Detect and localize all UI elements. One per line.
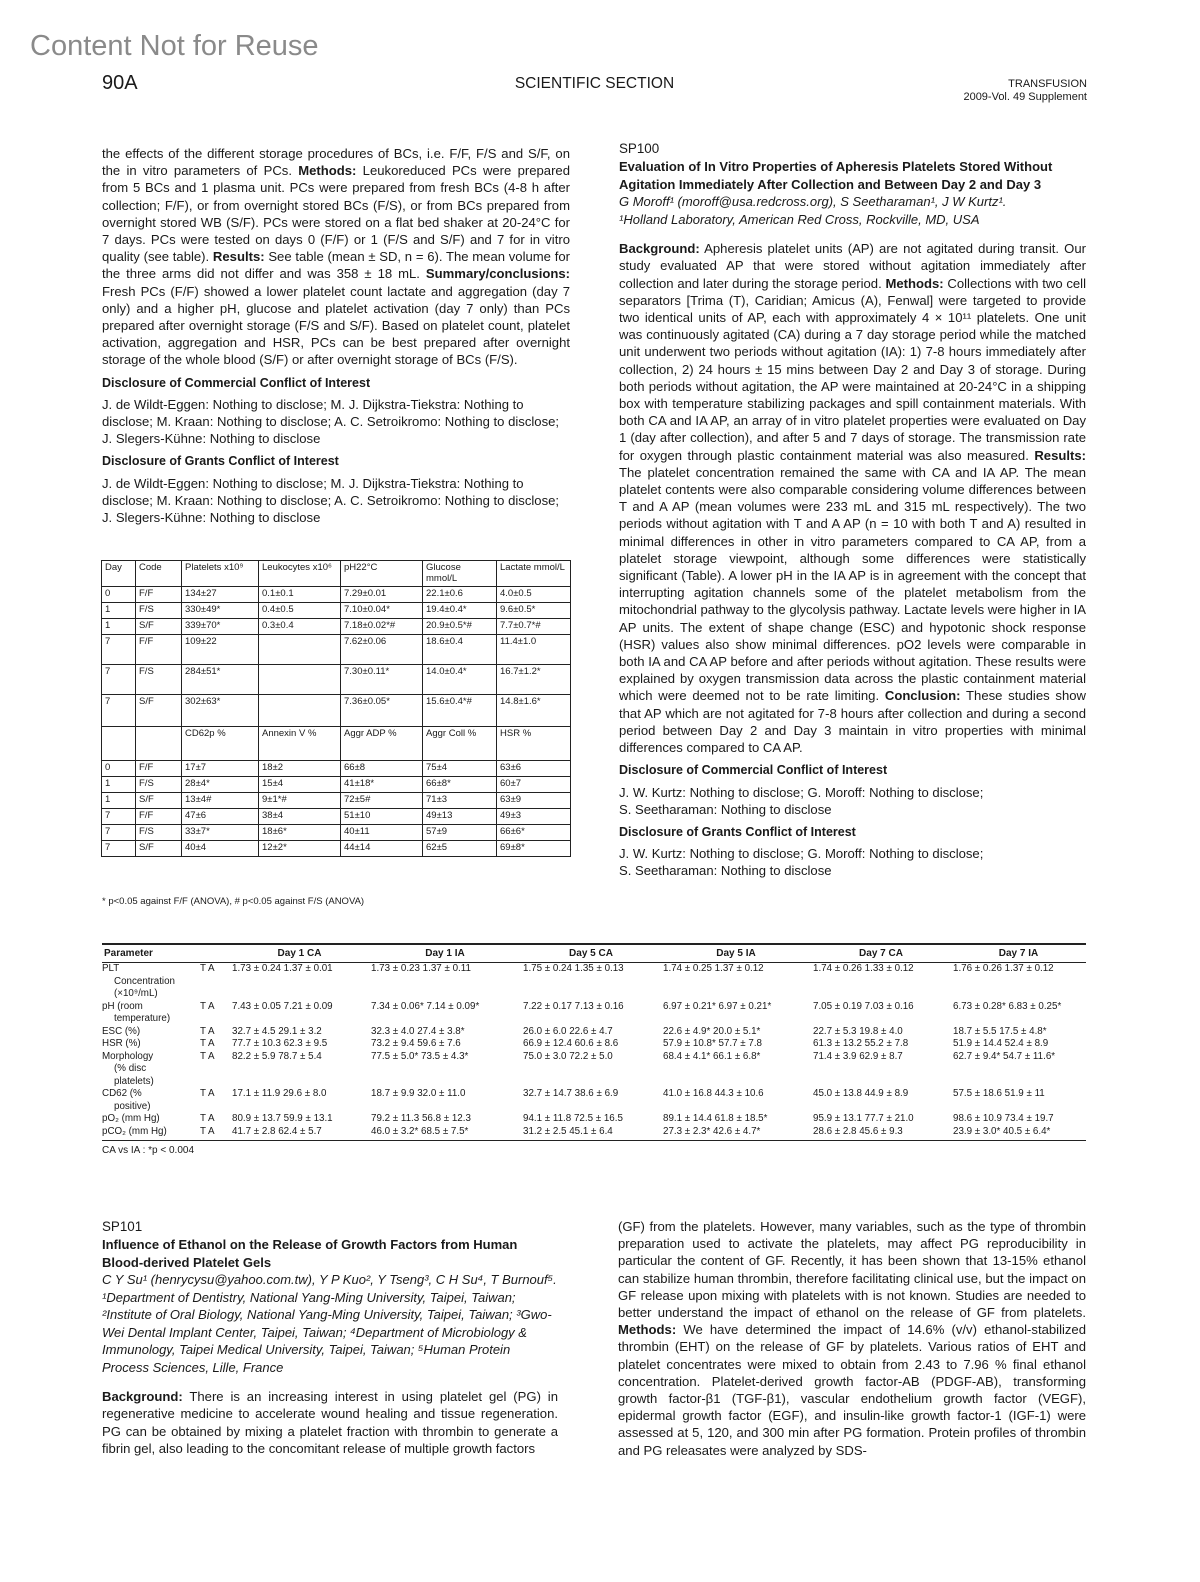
table-cell: 12±2* [259, 841, 341, 857]
methods-text: Leukoreduced PCs were prepared from 5 BCs and 1 plasma unit. PCs were prepared from fresh BCs (4-8 h after collection; F/F), or from overnight stored BCs (F/S), or from BCs prepared from overnight stored WB (S/F). PCs were stored on a flat bed shaker at 20-24°C for 7 days. PCs were tested on days 0 (F/F) or 1 (F/S and S/F) and 7 for in vitro quality (see table). [102, 163, 570, 265]
table-cell: 7 [102, 635, 136, 665]
results-text: See table (mean ± SD, n = 6). The mean volume for the three arms did not differ and was 358 ± 18 mL. [102, 249, 570, 282]
abstract-affiliation: ¹Holland Laboratory, American Red Cross, Rockville, MD, USA [619, 211, 980, 227]
value-cell: 82.2 ± 5.9 78.7 ± 5.4 [232, 1050, 322, 1062]
table-cell: S/F [136, 695, 182, 727]
table-cell: 1 [102, 603, 136, 619]
watermark: Content Not for Reuse [30, 30, 319, 62]
table-row [102, 1126, 1086, 1141]
table-row [102, 761, 571, 777]
value-cell: 89.1 ± 14.4 61.8 ± 18.5* [663, 1113, 768, 1124]
parameter-label: Concentration [114, 975, 175, 987]
value-cell: 26.0 ± 6.0 22.6 ± 4.7 [523, 1025, 613, 1037]
table-row [102, 793, 571, 809]
value-cell: 28.6 ± 2.8 45.6 ± 9.3 [811, 1126, 951, 1141]
separator-code-cell: T A [200, 1050, 215, 1062]
table-cell: 7 [102, 841, 136, 857]
table-row [102, 1026, 1086, 1039]
table-cell: 44±14 [341, 841, 423, 857]
value-cell: 17.1 ± 11.9 29.6 ± 8.0 [232, 1088, 327, 1099]
table-header-cell: HSR % [497, 727, 571, 761]
table-header-cell [198, 944, 230, 963]
parameter-label: CD62 (% [102, 1088, 142, 1099]
table-cell: 7.30±0.11* [341, 665, 423, 695]
commercial-disclosure-heading: Disclosure of Commercial Conflict of Interest [102, 375, 371, 390]
summary-text: Fresh PCs (F/F) showed a lower platelet count lactate and aggregation (day 7 only) and a higher pH, glucose and platelet activation (day 7 only) than PCs prepared after overnight storage (F/S and S/F). Based on platelet count, platelet activation, aggregation and HSR, PCs can be best prepared after overnight storage of the whole blood (S/F) or after overnight storage of BCs (F/S). [102, 283, 570, 368]
value-cell: 57.9 ± 10.8* 57.7 ± 7.8 [663, 1038, 762, 1049]
abstract-sp100 [619, 140, 1086, 884]
table-cell: F/F [136, 761, 182, 777]
separator-code-cell: T A [198, 1126, 230, 1141]
parameter-label: Morphology [102, 1050, 154, 1062]
table-cell: 15±4 [259, 777, 341, 793]
table2-footnote: CA vs IA : *p < 0.004 [102, 1145, 195, 1156]
value-cell: 62.7 ± 9.4* 54.7 ± 11.6* [953, 1050, 1056, 1062]
table-cell: 330±49* [182, 603, 259, 619]
table-cell: 1 [102, 619, 136, 635]
value-cell: 46.0 ± 3.2* 68.5 ± 7.5* [369, 1126, 521, 1141]
table-cell: F/S [136, 825, 182, 841]
results-label: Results: [1034, 447, 1086, 463]
table-row [102, 777, 571, 793]
table-cell: S/F [136, 619, 182, 635]
table-cell: 15.6±0.4*# [423, 695, 497, 727]
value-cell: 18.7 ± 5.5 17.5 ± 4.8* [953, 1025, 1047, 1037]
table-header-cell: Day 5 IA [661, 944, 811, 963]
value-cell: 6.73 ± 0.28* 6.83 ± 0.25* [953, 1000, 1062, 1012]
table-agitation-results [102, 943, 1086, 1156]
table-cell: 7.18±0.02*# [341, 619, 423, 635]
table-header-cell: Day 5 CA [521, 944, 661, 963]
background-text: There is an increasing interest in using platelet gel (PG) in regenerative medicine to accelerate wound healing and tissue regeneration. PG can be obtained by mixing a platelet fraction with thrombin to generate a fibrin gel, also leading to the concomitant release of multiple growth factors [102, 1389, 558, 1456]
table-cell: 7.29±0.01 [341, 587, 423, 603]
table-cell: 18±2 [259, 761, 341, 777]
abstract-sp101-continued [618, 1218, 1086, 1459]
abstract-body-continued [618, 1218, 1086, 1459]
table-row [102, 1038, 1086, 1051]
table-storage-results [101, 560, 571, 857]
value-cell: 1.73 ± 0.23 1.37 ± 0.11 [371, 963, 471, 974]
table-header-cell: Parameter [102, 944, 198, 963]
table-cell: 11.4±1.0 [497, 635, 571, 665]
table-header-cell: Aggr Coll % [423, 727, 497, 761]
table-header-cell: Day 7 IA [951, 944, 1086, 963]
table-header-cell [102, 727, 136, 761]
table-cell: 1 [102, 793, 136, 809]
table-cell: 0.4±0.5 [259, 603, 341, 619]
table-header-cell: Lactate mmol/L [497, 561, 571, 587]
table-cell: 66±8 [341, 761, 423, 777]
table-header-row [102, 727, 571, 761]
parameter-cell [102, 1126, 198, 1141]
value-cell: 7.05 ± 0.19 7.03 ± 0.16 [813, 1000, 914, 1012]
page-number: 90A [102, 72, 138, 94]
table-cell: 16.7±1.2* [497, 665, 571, 695]
value-cell: 1.74 ± 0.26 1.33 ± 0.12 [813, 963, 914, 974]
value-cell: 61.3 ± 13.2 55.2 ± 7.8 [813, 1038, 909, 1049]
commercial-disclosure-heading: Disclosure of Commercial Conflict of Interest [619, 763, 888, 778]
table-header-cell: Aggr ADP % [341, 727, 423, 761]
table-cell: 60±7 [497, 777, 571, 793]
value-cell: 31.2 ± 2.5 45.1 ± 6.4 [521, 1126, 661, 1141]
abstract-body [102, 1388, 558, 1457]
methods-label: Methods: [298, 163, 357, 179]
parameter-label: pH (room [102, 1000, 143, 1012]
table-cell: F/F [136, 587, 182, 603]
value-cell: 32.7 ± 14.7 38.6 ± 6.9 [523, 1088, 619, 1099]
table-cell: 1 [102, 777, 136, 793]
table-cell: 284±51* [182, 665, 259, 695]
separator-code-cell: T A [200, 963, 215, 974]
table-cell: 7.7±0.7*# [497, 619, 571, 635]
table-row [102, 1051, 1086, 1089]
grants-disclosure-text: J. de Wildt-Eggen: Nothing to disclose; M. J. Dijkstra-Tiekstra: Nothing to disclose; M. Kraan: Nothing to disclose; A. C. Setroikromo: Nothing to disclose; J. Slegers-Kühne: Nothing to disclose [102, 475, 560, 526]
table-header-cell: Day 7 CA [811, 944, 951, 963]
commercial-disclosure-line: S. Seetharaman: Nothing to disclose [619, 801, 832, 817]
value-cell: 80.9 ± 13.7 59.9 ± 13.1 [232, 1113, 333, 1124]
value-cell: 18.7 ± 9.9 32.0 ± 11.0 [371, 1088, 466, 1099]
section-title: SCIENTIFIC SECTION [514, 75, 675, 92]
value-cell: 77.5 ± 5.0* 73.5 ± 4.3* [371, 1050, 469, 1062]
table-cell: S/F [136, 841, 182, 857]
separator-code-cell: T A [200, 1113, 215, 1124]
summary-label: Summary/conclusions: [425, 266, 570, 282]
parameter-cell [102, 1001, 198, 1026]
value-cell: 75.0 ± 3.0 72.2 ± 5.0 [523, 1050, 613, 1062]
table-cell: 109±22 [182, 635, 259, 665]
table-cell: 7 [102, 665, 136, 695]
parameter-cell [102, 1026, 198, 1039]
value-cell: 22.7 ± 5.3 19.8 ± 4.0 [813, 1025, 903, 1037]
table-header-cell: Day [102, 561, 136, 587]
table-cell: 14.8±1.6* [497, 695, 571, 727]
value-cell: 6.97 ± 0.21* 6.97 ± 0.21* [663, 1000, 772, 1012]
table-cell: 7 [102, 695, 136, 727]
parameter-label: (×10⁹/mL) [114, 988, 158, 999]
parameter-label: PLT [102, 963, 120, 974]
table-cell [259, 665, 341, 695]
separator-code-cell: T A [200, 1000, 215, 1012]
intro-text: the effects of the different storage procedures of BCs, i.e. F/F, F/S and S/F, on the in vitro parameters of PCs. [102, 146, 570, 179]
table-cell: 71±3 [423, 793, 497, 809]
abstract-body [619, 240, 1086, 756]
value-cell: 41.7 ± 2.8 62.4 ± 5.7 [230, 1126, 369, 1141]
value-cell: 77.7 ± 10.3 62.3 ± 9.5 [232, 1038, 328, 1049]
table-row [102, 1113, 1086, 1126]
background-text: Apheresis platelet units (AP) are not agitated during transit. Our study evaluated AP that were stored without agitation immediately after collection and later during the storage period. [619, 241, 1086, 291]
table-cell: 7 [102, 825, 136, 841]
table-cell: 7 [102, 809, 136, 825]
table-ca-ia [102, 943, 1086, 1141]
methods-text: We have determined the impact of 14.6% (v/v) ethanol-stabilized thrombin (EHT) on the release of GF by platelets. Various ratios of EHT and platelet concentrates were mixed to obtain from 2.43 to 7.96 % final ethanol concentration. Platelet-derived growth factor-AB (PDGF-AB), transforming growth factor-β1 (TGF-β1), vascular endothelium growth factor (VEGF), epidermal growth factor (EGF), and insulin-like growth factor-1 (IGF-1) were assessed at 5, 120, and 300 min after PG formation. Protein profiles of thrombin and PG releasates were analyzed by SDS- [618, 1322, 1086, 1458]
parameter-label: (% disc [114, 1063, 147, 1074]
table-header-cell: pH22°C [341, 561, 423, 587]
background-label: Background: [619, 241, 700, 257]
table-cell: 20.9±0.5*# [423, 619, 497, 635]
table-cell: 51±10 [341, 809, 423, 825]
left-column-text [102, 145, 570, 530]
table-row [102, 603, 571, 619]
table-cell: 63±9 [497, 793, 571, 809]
table-row [102, 963, 1086, 1001]
value-cell: 94.1 ± 11.8 72.5 ± 16.5 [523, 1113, 623, 1124]
value-cell: 23.9 ± 3.0* 40.5 ± 6.4* [951, 1126, 1086, 1141]
methods-label: Methods: [618, 1322, 677, 1338]
background-label: Background: [102, 1389, 183, 1405]
value-cell: 7.34 ± 0.06* 7.14 ± 0.09* [371, 1000, 480, 1012]
value-cell: 73.2 ± 9.4 59.6 ± 7.6 [371, 1038, 461, 1049]
value-cell: 32.3 ± 4.0 27.4 ± 3.8* [371, 1025, 465, 1037]
journal-info [963, 78, 1087, 104]
table-cell: 7.62±0.06 [341, 635, 423, 665]
value-cell: 7.43 ± 0.05 7.21 ± 0.09 [232, 1000, 333, 1012]
table-cell: 13±4# [182, 793, 259, 809]
table-header-cell [136, 727, 182, 761]
grants-disclosure-line: J. W. Kurtz: Nothing to disclose; G. Moroff: Nothing to disclose; [619, 846, 984, 862]
parameter-label: pO₂ (mm Hg) [102, 1113, 160, 1124]
value-cell: 71.4 ± 3.9 62.9 ± 8.7 [813, 1050, 903, 1062]
table-row [102, 1001, 1086, 1026]
separator-code-cell: T A [200, 1025, 215, 1037]
table-cell: F/S [136, 603, 182, 619]
table-row [102, 619, 571, 635]
table-row [102, 587, 571, 603]
results-label: Results: [212, 249, 265, 265]
separator-code-cell: T A [200, 1088, 215, 1099]
abstract-id: SP101 [102, 1219, 143, 1234]
table-header-row [102, 561, 571, 587]
methods-label: Methods: [885, 275, 944, 291]
table-cell: 72±5# [341, 793, 423, 809]
value-cell: 22.6 ± 4.9* 20.0 ± 5.1* [663, 1025, 761, 1037]
value-cell: 7.22 ± 0.17 7.13 ± 0.16 [523, 1000, 624, 1012]
abstract-title: Evaluation of In Vitro Properties of Apheresis Platelets Stored Without Agitation Immediately After Collection and Between Day 2 and Day 3 [619, 159, 1053, 192]
table-cell [259, 695, 341, 727]
table-cell: 18.6±0.4 [423, 635, 497, 665]
left-abstract-body [102, 145, 570, 369]
continued-text: (GF) from the platelets. However, many variables, such as the type of thrombin preparation used to activate the platelets, may affect PG reproducibility in particular the content of GF. Recently, it has been shown that 13-15% ethanol can stabilize human thrombin, therefore facilitating clinical use, but the impact on GF release upon mixing with platelets with is not known. Studies are needed to better understand the impact of ethanol on the release of GF from platelets. [618, 1219, 1086, 1321]
table-cell: 19.4±0.4* [423, 603, 497, 619]
value-cell: 27.3 ± 2.3* 42.6 ± 4.7* [661, 1126, 811, 1141]
value-cell: 1.75 ± 0.24 1.35 ± 0.13 [523, 963, 624, 974]
table-cell: 49±3 [497, 809, 571, 825]
table-cell: 339±70* [182, 619, 259, 635]
table-cell [259, 635, 341, 665]
conclusion-label: Conclusion: [884, 688, 961, 704]
table-cell: 41±18* [341, 777, 423, 793]
parameter-cell [102, 1113, 198, 1126]
value-cell: 95.9 ± 13.1 77.7 ± 21.0 [813, 1113, 914, 1124]
table-cell: 40±4 [182, 841, 259, 857]
value-cell: 1.73 ± 0.24 1.37 ± 0.01 [232, 963, 333, 974]
table-cell: 62±5 [423, 841, 497, 857]
parameter-label: pCO₂ (mm Hg) [102, 1125, 167, 1137]
grants-disclosure-heading: Disclosure of Grants Conflict of Interest [619, 824, 856, 839]
table-cell: F/F [136, 635, 182, 665]
value-cell: 45.0 ± 13.8 44.9 ± 8.9 [813, 1088, 909, 1099]
table-cell: F/F [136, 809, 182, 825]
table-cell: F/S [136, 665, 182, 695]
table-cell: 66±6* [497, 825, 571, 841]
value-cell: 68.4 ± 4.1* 66.1 ± 6.8* [663, 1050, 761, 1062]
table-header-cell: Annexin V % [259, 727, 341, 761]
table-row [102, 1088, 1086, 1113]
parameter-label: platelets) [114, 1075, 154, 1087]
table-cell: 18±6* [259, 825, 341, 841]
table-cell: 22.1±0.6 [423, 587, 497, 603]
table-cell: 7.10±0.04* [341, 603, 423, 619]
table-cell: 49±13 [423, 809, 497, 825]
value-cell: 57.5 ± 18.6 51.9 ± 11 [953, 1088, 1045, 1099]
table-cell: 33±7* [182, 825, 259, 841]
table-cell: 69±8* [497, 841, 571, 857]
parameter-cell [102, 1038, 198, 1051]
table-cell: 47±6 [182, 809, 259, 825]
table-cell: 0.1±0.1 [259, 587, 341, 603]
table-header-cell: Code [136, 561, 182, 587]
table-cell: 0.3±0.4 [259, 619, 341, 635]
table-cell: 134±27 [182, 587, 259, 603]
parameter-cell [102, 1051, 198, 1089]
table-cell: 40±11 [341, 825, 423, 841]
parameter-label: positive) [114, 1100, 151, 1112]
value-cell: 1.74 ± 0.25 1.37 ± 0.12 [663, 963, 764, 974]
table-cell: 66±8* [423, 777, 497, 793]
value-cell: 41.0 ± 16.8 44.3 ± 10.6 [663, 1088, 764, 1099]
table-header-cell: Platelets x10⁹ [182, 561, 259, 587]
table-cell: 4.0±0.5 [497, 587, 571, 603]
grants-disclosure-line: S. Seetharaman: Nothing to disclose [619, 863, 832, 879]
commercial-disclosure-line: J. W. Kurtz: Nothing to disclose; G. Moroff: Nothing to disclose; [619, 784, 984, 800]
grants-disclosure-heading: Disclosure of Grants Conflict of Interest [102, 454, 339, 469]
table-cell: 14.0±0.4* [423, 665, 497, 695]
journal-volume: 2009-Vol. 49 Supplement [963, 91, 1087, 103]
table-cell: 38±4 [259, 809, 341, 825]
abstract-id: SP100 [619, 141, 660, 156]
table-cell: S/F [136, 793, 182, 809]
table-cell: 9.6±0.5* [497, 603, 571, 619]
commercial-disclosure-text: J. de Wildt-Eggen: Nothing to disclose; M. J. Dijkstra-Tiekstra: Nothing to disclose; M. Kraan: Nothing to disclose; A. C. Setroikromo: Nothing to disclose; J. Slegers-Kühne: Nothing to disclose [102, 396, 560, 447]
table-cell: 63±6 [497, 761, 571, 777]
abstract-title: Influence of Ethanol on the Release of Growth Factors from Human Blood-derived Platelet Gels [102, 1237, 518, 1270]
table1-footnote: * p<0.05 against F/F (ANOVA), # p<0.05 against F/S (ANOVA) [102, 896, 365, 907]
table-cell: 28±4* [182, 777, 259, 793]
separator-code-cell: T A [200, 1038, 215, 1049]
table-cell: 7.36±0.05* [341, 695, 423, 727]
table-header-cell: Leukocytes x10⁶ [259, 561, 341, 587]
table-cell: 75±4 [423, 761, 497, 777]
table-row [102, 665, 571, 695]
abstract-authors: G Moroff¹ (moroff@usa.redcross.org), S Seetharaman¹, J W Kurtz¹. [619, 194, 1007, 210]
table-row [102, 809, 571, 825]
table-cell: 0 [102, 761, 136, 777]
value-cell: 98.6 ± 10.9 73.4 ± 19.7 [953, 1113, 1054, 1124]
table-cell: 17±7 [182, 761, 259, 777]
table-cell: 302±63* [182, 695, 259, 727]
value-cell: 51.9 ± 14.4 52.4 ± 8.9 [953, 1038, 1049, 1049]
abstract-sp101 [102, 1218, 558, 1457]
table-header-cell: Day 1 CA [230, 944, 369, 963]
parameter-label: ESC (%) [102, 1025, 141, 1037]
value-cell: 79.2 ± 11.3 56.8 ± 12.3 [371, 1113, 471, 1124]
parameter-cell [102, 963, 198, 1001]
table-header-cell: Day 1 IA [369, 944, 521, 963]
journal-name: TRANSFUSION [1008, 78, 1087, 90]
table-row [102, 841, 571, 857]
value-cell: 1.76 ± 0.26 1.37 ± 0.12 [953, 963, 1054, 974]
table-header-cell: Glucose mmol/L [423, 561, 497, 587]
methods-text: Collections with two cell separators [Trima (T), Caridian; Amicus (A), Fenwal] were targeted to provide two identical units of AP, each with approximately 4 × 10¹¹ platelets. One unit was continuously agitated (CA) during a 7 day storage period while the matched unit underwent two periods without agitation (IA): 1) 7-8 hours immediately after collection, 2) 24 hours ± 15 mins between Day 2 and Day 3 of storage. During both periods without agitation, the AP were maintained at 20-24°C in a shipping box with temperature stabilizing packages and spill containment materials. With both CA and IA AP, an array of in vitro platelet properties were evaluated on Day 1 (day after collection), and after 5 and 7 days of storage. The transmission rate for oxygen through plastic containment material was also measured. [619, 275, 1087, 463]
abstract-authors: C Y Su¹ (henrycysu@yahoo.com.tw), Y P Kuo², Y Tseng³, C H Su⁴, T Burnouf⁵. ¹Department of Dentistry, National Yang-Ming University, Taipei, Taiwan; ²Institute of Oral Biology, National Yang-Ming University, Taipei, Taiwan; ³Gwo-Wei Dental Implant Center, Taipei, Taiwan; ⁴Department of Microbiology & Immunology, Taipei Medical University, Taipei, Taiwan; ⁵Human Protein Process Sciences, Lille, France [102, 1272, 557, 1375]
table-row [102, 635, 571, 665]
table-cell: 0 [102, 587, 136, 603]
conclusion-text: These studies show that AP which are not agitated for 7-8 hours after collection and during a second period between Day 2 and Day 3 maintain in vitro properties with minimal differences compared to CA AP. [619, 688, 1086, 756]
parameter-label: temperature) [114, 1013, 171, 1024]
table-cell: 9±1*# [259, 793, 341, 809]
table-header-cell: CD62p % [182, 727, 259, 761]
results-text: The platelet concentration remained the same with CA and IA AP. The mean platelet contents were also comparable considering volume differences between T and A AP (mean volumes were 233 mL and 315 mL respectively). The two periods without agitation with T and A AP (n = 10 with both T and A) resulted in minimal differences in other in vitro parameters compared to CA AP, from a platelet storage viewpoint, although some differences were statistically significant (Table). A lower pH in the IA AP is in agreement with the concept that interrupting agitation channels some of the platelet metabolism from the mitochondrial pathway to the glycolysis pathway. Lactate levels were higher in IA AP units. The extent of shape change (ESC) and hypotonic shock response (HSR) values also show minimal differences. pO2 levels were comparable in both IA and CA AP before and after periods without agitation. These results were explained by oxygen transmission data across the plastic containment material which were deemed not to be rate limiting. [619, 464, 1087, 704]
table-cell: F/S [136, 777, 182, 793]
value-cell: 66.9 ± 12.4 60.6 ± 8.6 [523, 1038, 619, 1049]
parameter-cell [102, 1088, 198, 1113]
value-cell: 32.7 ± 4.5 29.1 ± 3.2 [232, 1025, 322, 1037]
table-row [102, 695, 571, 727]
table-cell: 57±9 [423, 825, 497, 841]
table-row [102, 825, 571, 841]
parameter-label: HSR (%) [102, 1038, 141, 1049]
